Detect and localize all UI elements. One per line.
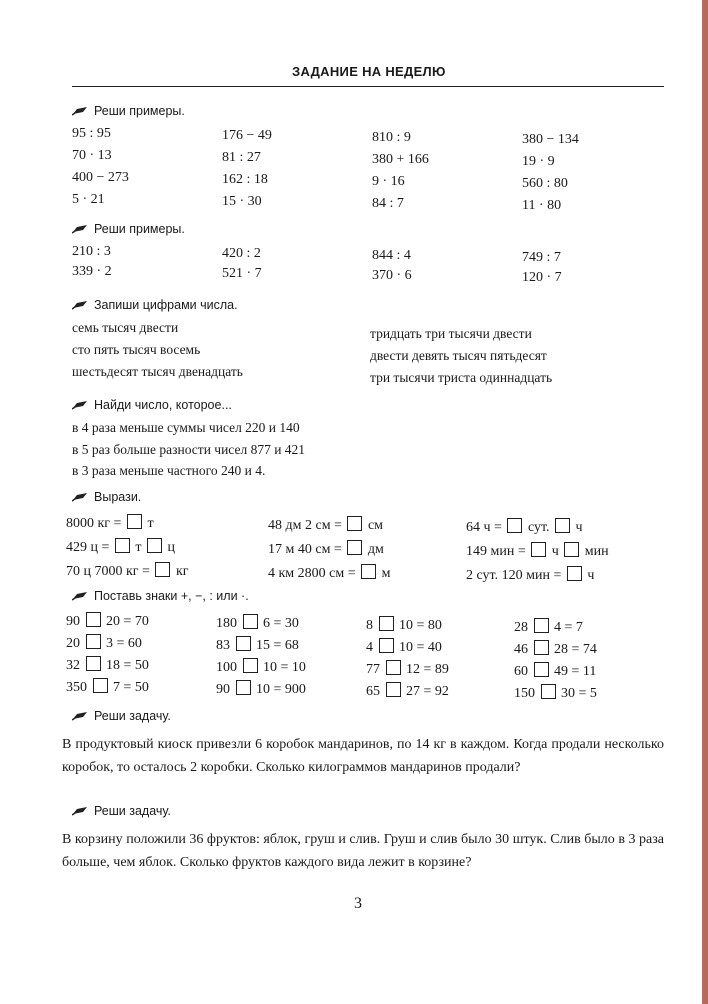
section-title: Реши задачу.: [94, 804, 171, 818]
conversion-item: [66, 562, 188, 580]
math-example: 19 · 9: [522, 154, 555, 169]
conversion-unit: сут.: [527, 520, 550, 535]
section-title: Реши задачу.: [94, 709, 171, 723]
conversion-item: [66, 514, 154, 532]
answer-box[interactable]: [507, 518, 522, 533]
math-example: 810 : 9: [372, 130, 411, 145]
sign-example: [366, 616, 442, 634]
pencil-icon: [72, 400, 89, 410]
task-text: В корзину положили 36 фруктов: яблок, груш и слив. Груш и слив было 30 штук. Слив было в 3 раза больше, чем яблок. Сколько фруктов каждого вида лежит в корзине?: [62, 832, 664, 870]
math-example: 400 − 273: [72, 170, 129, 185]
pencil-icon: [72, 591, 89, 601]
sign-box[interactable]: [386, 660, 401, 675]
answer-box[interactable]: [361, 564, 376, 579]
answer-box[interactable]: [567, 566, 582, 581]
sign-example: [514, 662, 596, 680]
sign-example: [366, 682, 449, 700]
section-title: Поставь знаки +, −, : или ·.: [94, 589, 249, 603]
answer-box[interactable]: [147, 538, 162, 553]
sign-box[interactable]: [379, 638, 394, 653]
conversion-item: [66, 538, 175, 556]
operand: 350: [66, 680, 87, 695]
conversion-item: [466, 542, 609, 560]
conversion-unit: ч: [587, 568, 595, 583]
sign-example: [366, 660, 449, 678]
operand-result: 20 = 70: [106, 614, 149, 629]
operand-result: 18 = 50: [106, 658, 149, 673]
operand-result: 7 = 50: [113, 680, 149, 695]
operand-result: 10 = 40: [399, 640, 442, 655]
math-example: 120 · 7: [522, 270, 562, 285]
operand: 4: [366, 640, 373, 655]
conversion-expr: 8000 кг =: [66, 516, 122, 531]
sign-box[interactable]: [386, 682, 401, 697]
section-title: Найди число, которое...: [94, 398, 232, 412]
pencil-icon: [72, 106, 89, 116]
math-example: 749 : 7: [522, 250, 561, 265]
operand-result: 12 = 89: [406, 662, 449, 677]
conversion-expr: 2 сут. 120 мин =: [466, 568, 562, 583]
conversion-unit: дм: [367, 542, 384, 557]
title-rule: [72, 86, 664, 87]
conversion-unit: т: [147, 516, 154, 531]
answer-box[interactable]: [531, 542, 546, 557]
sign-box[interactable]: [243, 614, 258, 629]
sign-box[interactable]: [236, 636, 251, 651]
operand: 46: [514, 642, 528, 657]
sign-example: [66, 634, 142, 652]
math-example: 9 · 16: [372, 174, 405, 189]
sign-example: [514, 640, 597, 658]
pencil-icon: [72, 492, 89, 502]
answer-box[interactable]: [564, 542, 579, 557]
operand: 32: [66, 658, 80, 673]
operand: 77: [366, 662, 380, 677]
section-header: [72, 589, 249, 603]
number-words-item: двести девять тысяч пятьдесят: [370, 348, 547, 363]
operand-result: 4 = 7: [554, 620, 583, 635]
conversion-unit: ч: [575, 520, 583, 535]
section-header: [72, 804, 171, 818]
page-title: ЗАДАНИЕ НА НЕДЕЛЮ: [292, 64, 446, 79]
math-example: 176 − 49: [222, 128, 272, 143]
sign-example: [366, 638, 442, 656]
operand-result: 28 = 74: [554, 642, 597, 657]
math-example: 380 + 166: [372, 152, 429, 167]
number-words-item: сто пять тысяч восемь: [72, 342, 201, 357]
operand-result: 10 = 900: [256, 682, 306, 697]
answer-box[interactable]: [555, 518, 570, 533]
section-title: Реши примеры.: [94, 104, 185, 118]
conversion-unit: ц: [167, 540, 176, 555]
conversion-item: [268, 564, 391, 582]
math-example: 81 : 27: [222, 150, 261, 165]
math-example: 5 · 21: [72, 192, 105, 207]
answer-box[interactable]: [155, 562, 170, 577]
sign-box[interactable]: [534, 662, 549, 677]
find-number-line: в 4 раза меньше суммы чисел 220 и 140: [72, 420, 300, 435]
conversion-expr: 4 км 2800 см =: [268, 566, 356, 581]
conversion-unit: м: [381, 566, 391, 581]
pencil-icon: [72, 300, 89, 310]
section-title: Запиши цифрами числа.: [94, 298, 238, 312]
number-words-item: семь тысяч двести: [72, 320, 179, 335]
math-example: 521 · 7: [222, 266, 262, 281]
sign-box[interactable]: [236, 680, 251, 695]
page-edge: [702, 0, 708, 1004]
number-words-item: тридцать три тысячи двести: [370, 326, 532, 341]
sign-example: [66, 678, 149, 696]
conversion-expr: 64 ч =: [466, 520, 502, 535]
operand-result: 49 = 11: [554, 664, 597, 679]
conversion-item: [268, 540, 384, 558]
task-text: В продуктовый киоск привезли 6 коробок мандаринов, по 14 кг в каждом. Когда продали несколько коробок, то осталось 2 коробки. Сколько килограммов мандаринов продали?: [62, 737, 664, 775]
conversion-unit: т: [135, 540, 142, 555]
sign-box[interactable]: [379, 616, 394, 631]
math-example: 70 · 13: [72, 148, 112, 163]
operand: 100: [216, 660, 237, 675]
operand: 8: [366, 618, 373, 633]
sign-example: [66, 656, 149, 674]
answer-box[interactable]: [127, 514, 142, 529]
sign-box[interactable]: [86, 634, 101, 649]
conversion-unit: см: [367, 518, 384, 533]
conversion-item: [466, 566, 594, 584]
number-words-item: шестьдесят тысяч двенадцать: [72, 364, 243, 379]
section-header: [72, 709, 171, 723]
math-example: 560 : 80: [522, 176, 568, 191]
section-title: Вырази.: [94, 490, 142, 504]
math-example: 420 : 2: [222, 246, 261, 261]
math-example: 162 : 18: [222, 172, 268, 187]
page-number: 3: [354, 895, 362, 912]
section-header: [72, 398, 232, 412]
operand: 90: [216, 682, 230, 697]
find-number-line: в 5 раз больше разности чисел 877 и 421: [72, 442, 306, 457]
conversion-expr: 70 ц 7000 кг =: [66, 564, 150, 579]
operand: 90: [66, 614, 80, 629]
operand-result: 10 = 80: [399, 618, 442, 633]
math-example: 210 : 3: [72, 244, 111, 259]
operand: 28: [514, 620, 528, 635]
pencil-icon: [72, 711, 89, 721]
section-header: [72, 104, 185, 118]
conversion-item: [466, 518, 583, 536]
answer-box[interactable]: [347, 516, 362, 531]
math-example: 84 : 7: [372, 196, 404, 211]
sign-box[interactable]: [86, 612, 101, 627]
find-number-line: в 3 раза меньше частного 240 и 4.: [72, 463, 266, 478]
conversion-unit: ч: [551, 544, 559, 559]
conversion-expr: 17 м 40 см =: [268, 542, 342, 557]
pencil-icon: [72, 806, 89, 816]
math-example: 15 · 30: [222, 194, 262, 209]
operand-result: 27 = 92: [406, 684, 449, 699]
sign-example: [514, 684, 597, 702]
conversion-expr: 429 ц =: [66, 540, 110, 555]
operand: 150: [514, 686, 535, 701]
sign-example: [216, 658, 306, 676]
math-example: 380 − 134: [522, 132, 579, 147]
operand-result: 15 = 68: [256, 638, 299, 653]
conversion-expr: 48 дм 2 см =: [268, 518, 342, 533]
math-example: 339 · 2: [72, 264, 112, 279]
sign-example: [66, 612, 149, 630]
operand-result: 10 = 10: [263, 660, 306, 675]
operand-result: 30 = 5: [561, 686, 597, 701]
sign-box[interactable]: [93, 678, 108, 693]
section-header: [72, 222, 185, 236]
number-words-item: три тысячи триста одиннадцать: [370, 370, 553, 385]
math-example: 95 : 95: [72, 126, 111, 141]
section-header: [72, 298, 238, 312]
sign-box[interactable]: [86, 656, 101, 671]
operand-result: 6 = 30: [263, 616, 299, 631]
operand-result: 3 = 60: [106, 636, 142, 651]
operand: 60: [514, 664, 528, 679]
answer-box[interactable]: [115, 538, 130, 553]
operand: 180: [216, 616, 237, 631]
section-header: [72, 490, 141, 504]
conversion-unit: мин: [584, 544, 609, 559]
sign-box[interactable]: [243, 658, 258, 673]
sign-example: [514, 618, 583, 636]
math-example: 370 · 6: [372, 268, 412, 283]
section-title: Реши примеры.: [94, 222, 185, 236]
sign-example: [216, 636, 299, 654]
conversion-expr: 149 мин =: [466, 544, 526, 559]
sign-example: [216, 614, 299, 632]
operand: 65: [366, 684, 380, 699]
conversion-item: [268, 516, 383, 534]
pencil-icon: [72, 224, 89, 234]
sign-box[interactable]: [534, 640, 549, 655]
operand: 20: [66, 636, 80, 651]
sign-box[interactable]: [534, 618, 549, 633]
operand: 83: [216, 638, 230, 653]
sign-example: [216, 680, 306, 698]
math-example: 11 · 80: [522, 198, 562, 213]
sign-box[interactable]: [541, 684, 556, 699]
conversion-unit: кг: [175, 564, 189, 579]
math-example: 844 : 4: [372, 248, 411, 263]
answer-box[interactable]: [347, 540, 362, 555]
